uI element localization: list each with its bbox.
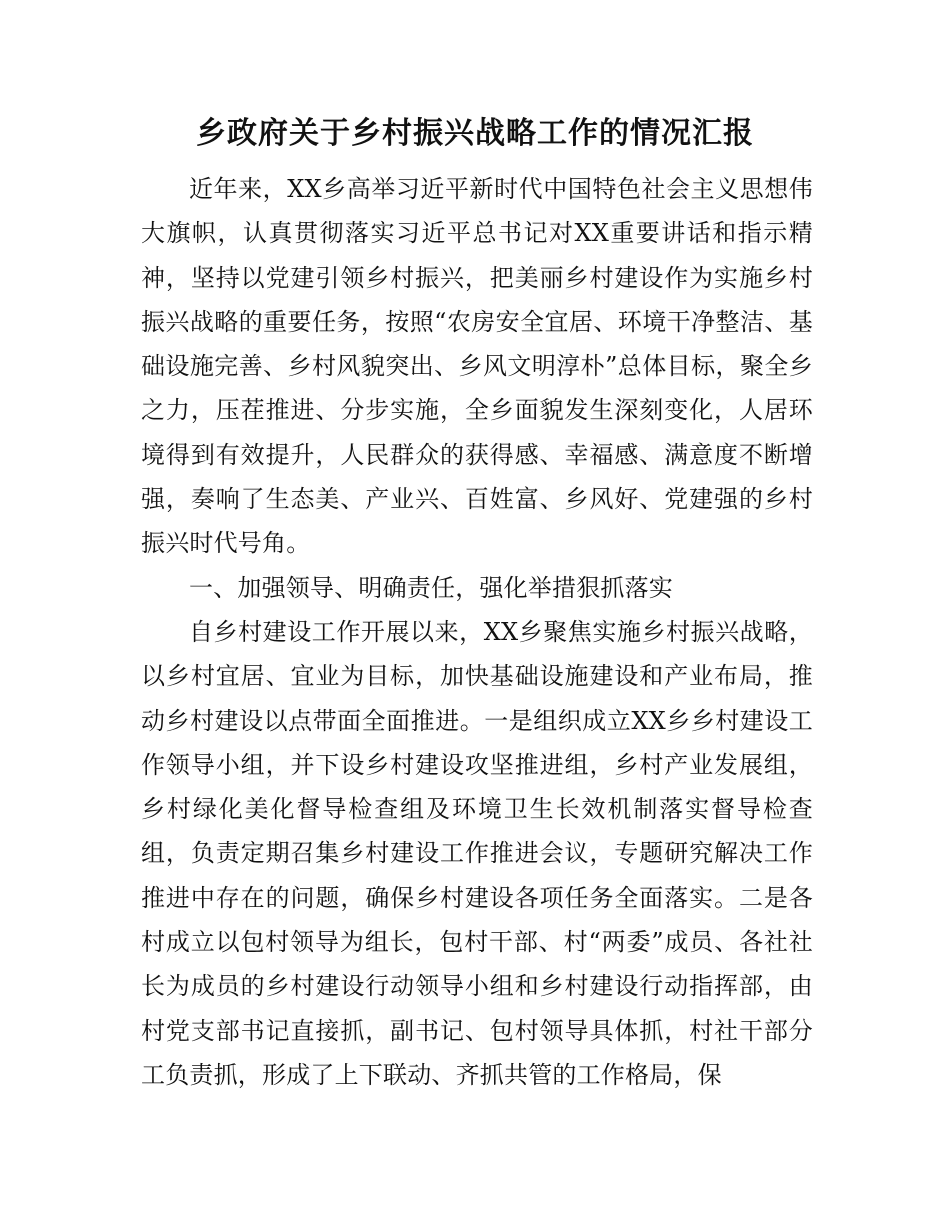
document-body xyxy=(141,167,813,1097)
intro-paragraph: 近年来，XX乡高举习近平新时代中国特色社会主义思想伟大旗帜，认真贯彻落实习近平总书记对XX重要讲话和指示精神，坚持以党建引领乡村振兴，把美丽乡村建设作为实施乡村振兴战略的重要任务，按照“农房安全宜居、环境干净整洁、基础设施完善、乡村风貌突出、乡风文明淳朴”总体目标，聚全乡之力，压茬推进、分步实施，全乡面貌发生深刻变化，人居环境得到有效提升，人民群众的获得感、幸福感、满意度不断增强，奏响了生态美、产业兴、百姓富、乡风好、党建强的乡村振兴时代号角。 xyxy=(141,175,813,558)
section-1-paragraph: 自乡村建设工作开展以来，XX乡聚焦实施乡村振兴战略，以乡村宜居、宜业为目标，加快基础设施建设和产业布局，推动乡村建设以点带面全面推进。一是组织成立XX乡乡村建设工作领导小组，并下设乡村建设攻坚推进组，乡村产业发展组，乡村绿化美化督导检查组及环境卫生长效机制落实督导检查组，负责定期召集乡村建设工作推进会议，专题研究解决工作推进中存在的问题，确保乡村建设各项任务全面落实。二是各村成立以包村领导为组长，包村干部、村“两委”成员、各社社长为成员的乡村建设行动领导小组和乡村建设行动指挥部，由村党支部书记直接抓，副书记、包村领导具体抓，村社干部分工负责抓，形成了上下联动、齐抓共管的工作格局，保 xyxy=(141,617,813,1089)
document-title: 乡政府关于乡村振兴战略工作的情况汇报 xyxy=(196,116,754,151)
section-heading-1: 一、加强领导、明确责任，强化举措狠抓落实 xyxy=(189,573,673,602)
